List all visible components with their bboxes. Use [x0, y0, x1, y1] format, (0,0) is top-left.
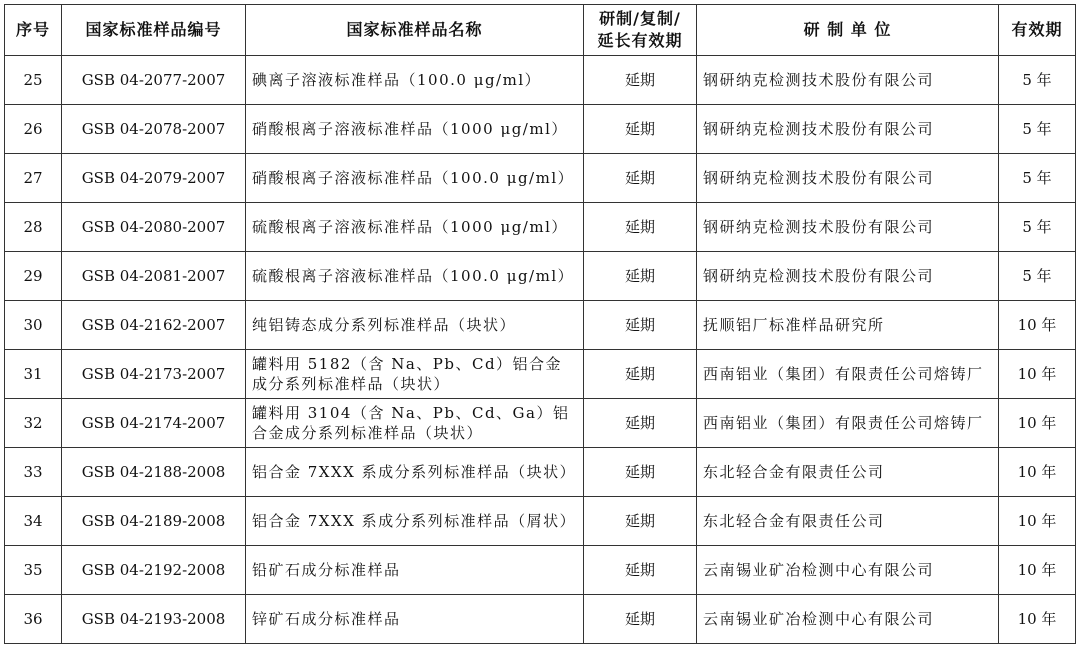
cell-seq: 27	[5, 154, 62, 203]
cell-name: 硫酸根离子溶液标准样品（1000 μg/ml）	[246, 203, 584, 252]
table-row	[5, 154, 1076, 203]
header-row	[5, 5, 1076, 56]
cell-name: 碘离子溶液标准样品（100.0 μg/ml）	[246, 56, 584, 105]
cell-code: GSB 04-2188-2008	[62, 448, 246, 497]
header-type	[584, 5, 697, 56]
table-row	[5, 56, 1076, 105]
cell-validity: 10 年	[999, 448, 1076, 497]
cell-type: 延期	[584, 105, 697, 154]
cell-unit: 钢研纳克检测技术股份有限公司	[697, 203, 999, 252]
cell-name: 硫酸根离子溶液标准样品（100.0 μg/ml）	[246, 252, 584, 301]
cell-name: 硝酸根离子溶液标准样品（1000 μg/ml）	[246, 105, 584, 154]
header-name: 国家标准样品名称	[246, 5, 584, 56]
header-validity: 有效期	[999, 5, 1076, 56]
cell-type: 延期	[584, 252, 697, 301]
cell-seq: 25	[5, 56, 62, 105]
header-type-line2: 延长有效期	[597, 31, 683, 50]
cell-seq: 26	[5, 105, 62, 154]
cell-type: 延期	[584, 154, 697, 203]
cell-unit: 云南锡业矿冶检测中心有限公司	[697, 595, 999, 644]
cell-validity: 5 年	[999, 203, 1076, 252]
standard-samples-table	[4, 4, 1076, 644]
cell-code: GSB 04-2173-2007	[62, 350, 246, 399]
table-row	[5, 203, 1076, 252]
table-row	[5, 301, 1076, 350]
cell-seq: 32	[5, 399, 62, 448]
cell-validity: 10 年	[999, 595, 1076, 644]
cell-unit: 钢研纳克检测技术股份有限公司	[697, 154, 999, 203]
cell-name: 铝合金 7XXX 系成分系列标准样品（屑状）	[246, 497, 584, 546]
cell-code: GSB 04-2192-2008	[62, 546, 246, 595]
table-row	[5, 546, 1076, 595]
cell-type: 延期	[584, 546, 697, 595]
cell-validity: 10 年	[999, 350, 1076, 399]
cell-unit: 云南锡业矿冶检测中心有限公司	[697, 546, 999, 595]
cell-code: GSB 04-2081-2007	[62, 252, 246, 301]
cell-type: 延期	[584, 399, 697, 448]
cell-seq: 28	[5, 203, 62, 252]
cell-name: 罐料用 3104（含 Na、Pb、Cd、Ga）铝合金成分系列标准样品（块状）	[246, 399, 584, 448]
cell-validity: 5 年	[999, 56, 1076, 105]
cell-seq: 33	[5, 448, 62, 497]
cell-seq: 30	[5, 301, 62, 350]
cell-type: 延期	[584, 203, 697, 252]
cell-code: GSB 04-2079-2007	[62, 154, 246, 203]
cell-name: 铅矿石成分标准样品	[246, 546, 584, 595]
table-row	[5, 252, 1076, 301]
cell-type: 延期	[584, 595, 697, 644]
cell-seq: 29	[5, 252, 62, 301]
cell-unit: 东北轻合金有限责任公司	[697, 497, 999, 546]
cell-code: GSB 04-2162-2007	[62, 301, 246, 350]
cell-code: GSB 04-2078-2007	[62, 105, 246, 154]
cell-validity: 10 年	[999, 301, 1076, 350]
cell-seq: 36	[5, 595, 62, 644]
table-body	[5, 56, 1076, 644]
cell-seq: 34	[5, 497, 62, 546]
table-row	[5, 448, 1076, 497]
cell-seq: 31	[5, 350, 62, 399]
cell-code: GSB 04-2193-2008	[62, 595, 246, 644]
cell-name: 罐料用 5182（含 Na、Pb、Cd）铝合金成分系列标准样品（块状）	[246, 350, 584, 399]
header-seq: 序号	[5, 5, 62, 56]
cell-name: 纯铝铸态成分系列标准样品（块状）	[246, 301, 584, 350]
cell-name: 铝合金 7XXX 系成分系列标准样品（块状）	[246, 448, 584, 497]
cell-code: GSB 04-2080-2007	[62, 203, 246, 252]
cell-unit: 西南铝业（集团）有限责任公司熔铸厂	[697, 399, 999, 448]
cell-code: GSB 04-2189-2008	[62, 497, 246, 546]
cell-validity: 5 年	[999, 154, 1076, 203]
cell-unit: 西南铝业（集团）有限责任公司熔铸厂	[697, 350, 999, 399]
cell-validity: 10 年	[999, 497, 1076, 546]
table-header	[5, 5, 1076, 56]
cell-name: 锌矿石成分标准样品	[246, 595, 584, 644]
header-type-line1: 研制/复制/	[599, 9, 681, 28]
table-row	[5, 497, 1076, 546]
cell-validity: 10 年	[999, 399, 1076, 448]
cell-unit: 抚顺铝厂标准样品研究所	[697, 301, 999, 350]
cell-name: 硝酸根离子溶液标准样品（100.0 μg/ml）	[246, 154, 584, 203]
cell-unit: 钢研纳克检测技术股份有限公司	[697, 105, 999, 154]
cell-type: 延期	[584, 497, 697, 546]
table-row	[5, 350, 1076, 399]
cell-type: 延期	[584, 56, 697, 105]
cell-unit: 钢研纳克检测技术股份有限公司	[697, 56, 999, 105]
header-code: 国家标准样品编号	[62, 5, 246, 56]
cell-type: 延期	[584, 448, 697, 497]
header-unit: 研 制 单 位	[697, 5, 999, 56]
cell-unit: 东北轻合金有限责任公司	[697, 448, 999, 497]
cell-validity: 10 年	[999, 546, 1076, 595]
table-row	[5, 105, 1076, 154]
cell-validity: 5 年	[999, 252, 1076, 301]
cell-seq: 35	[5, 546, 62, 595]
cell-code: GSB 04-2077-2007	[62, 56, 246, 105]
cell-type: 延期	[584, 301, 697, 350]
cell-unit: 钢研纳克检测技术股份有限公司	[697, 252, 999, 301]
cell-type: 延期	[584, 350, 697, 399]
cell-validity: 5 年	[999, 105, 1076, 154]
cell-code: GSB 04-2174-2007	[62, 399, 246, 448]
table-row	[5, 399, 1076, 448]
table-row	[5, 595, 1076, 644]
